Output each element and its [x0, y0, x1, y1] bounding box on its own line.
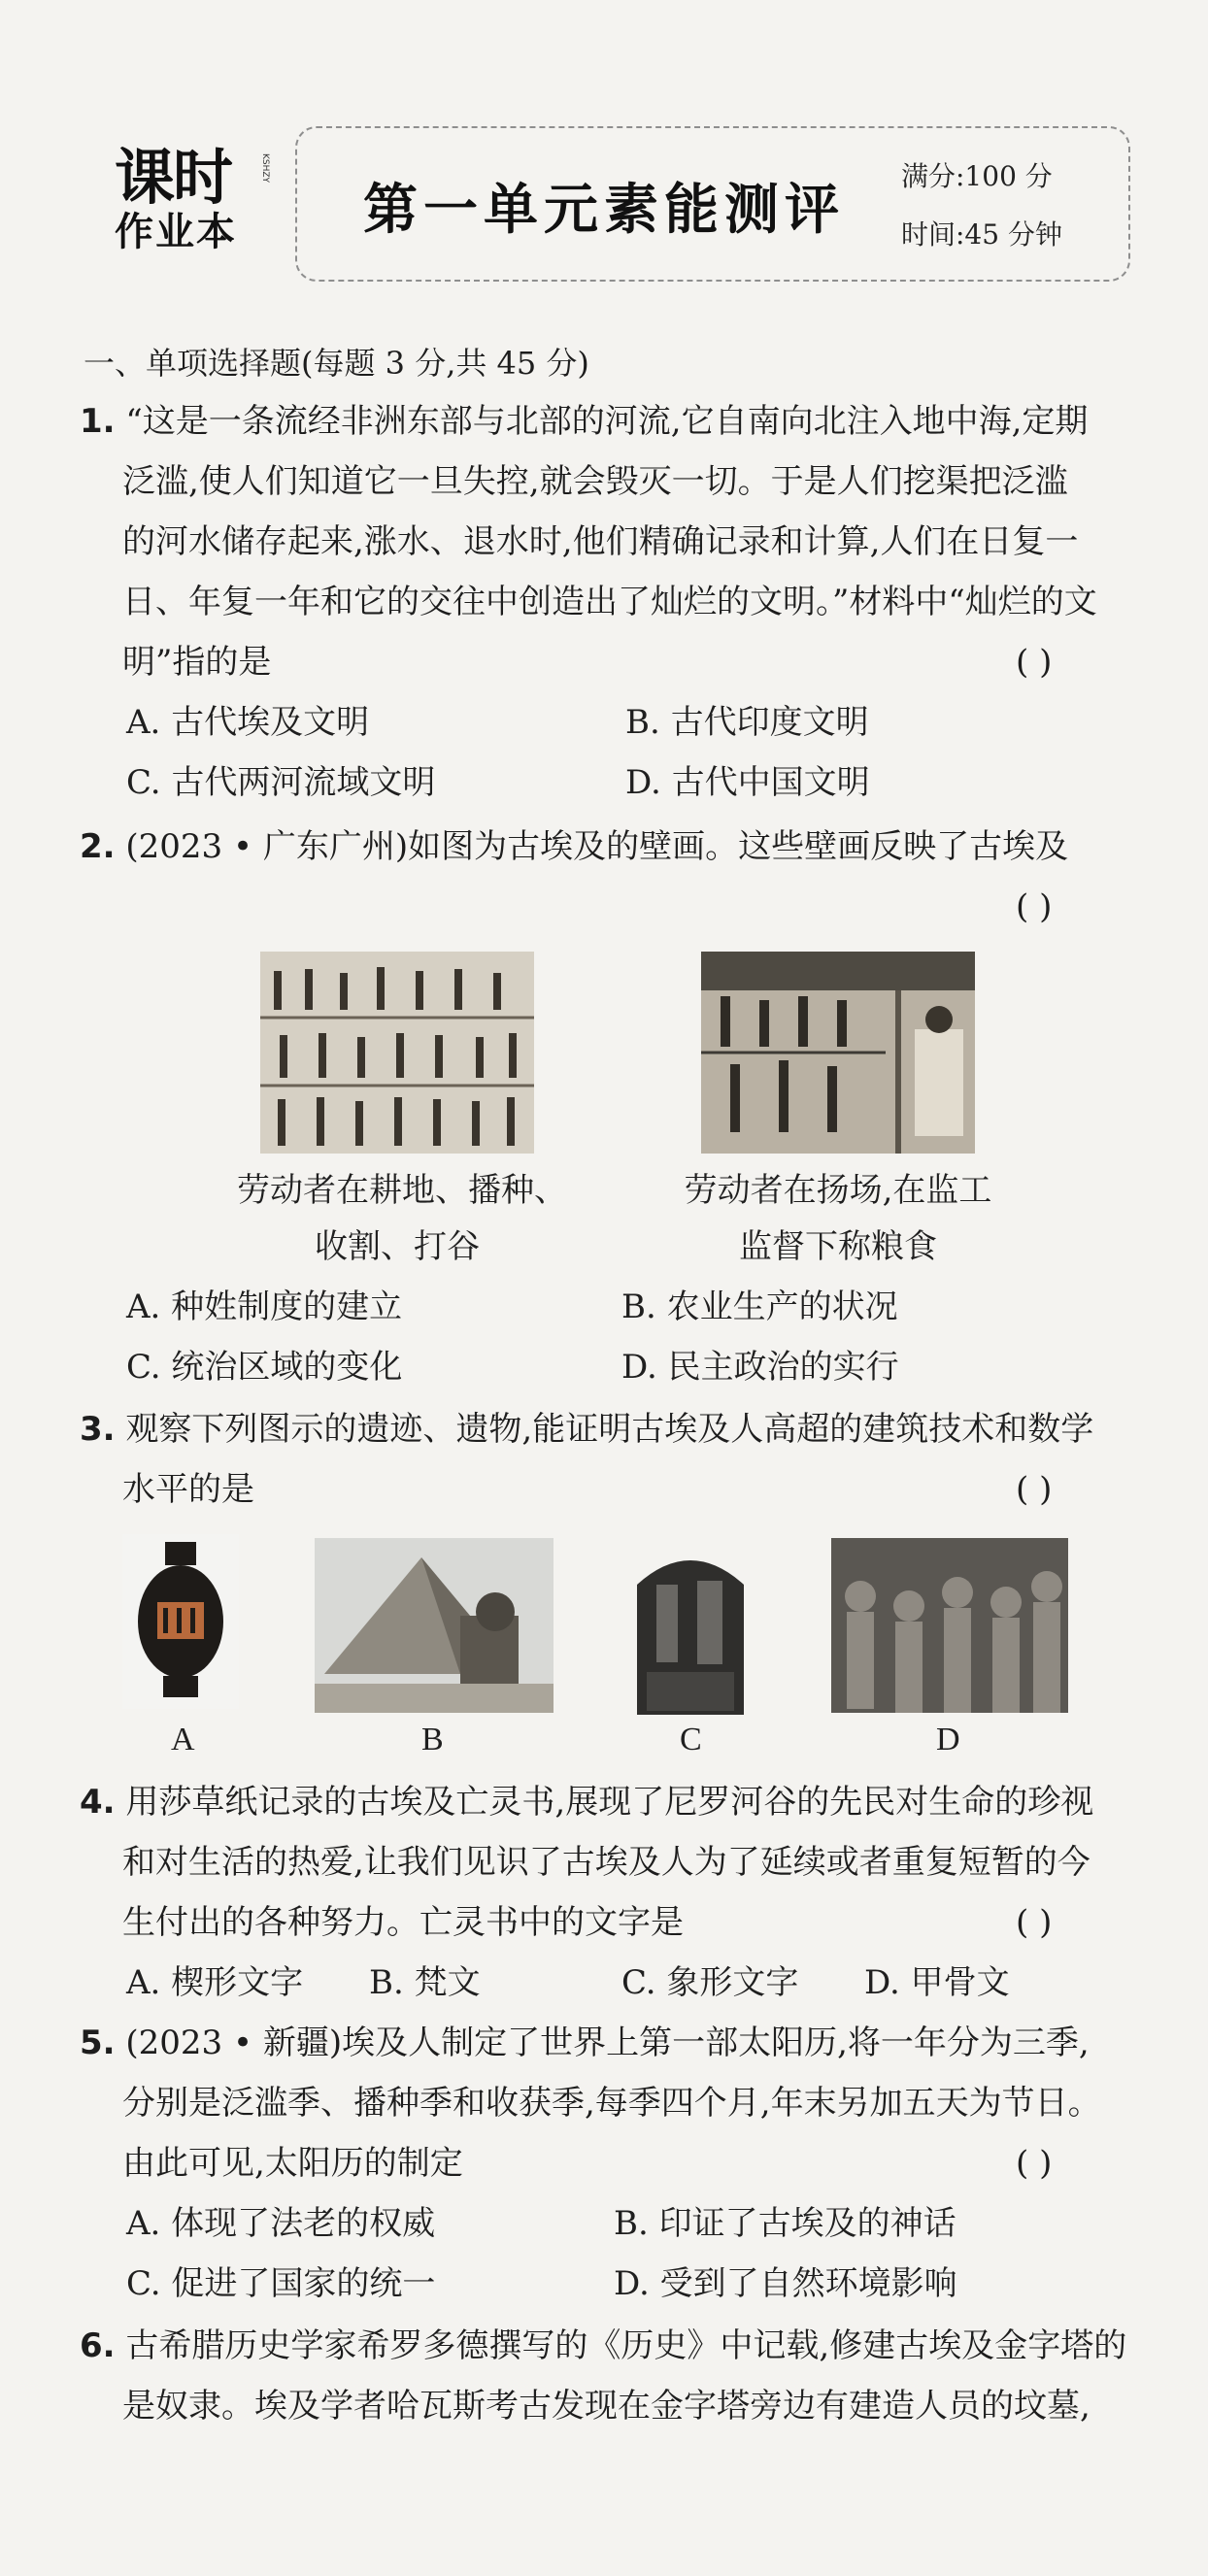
- question-1-line-1: [80, 400, 1088, 443]
- time-limit: 时间:45 分钟: [901, 218, 1062, 251]
- section-heading: 一、单项选择题(每题 3 分,共 45 分): [84, 345, 589, 382]
- image-label-a: A: [171, 1722, 195, 1757]
- q2-option-d[interactable]: D. 民主政治的实行: [621, 1348, 899, 1387]
- q4-option-c[interactable]: C. 象形文字: [621, 1963, 799, 2002]
- question-number: 6.: [80, 2326, 116, 2365]
- image-label-b: B: [421, 1722, 444, 1757]
- question-5-line-1: [80, 2022, 1090, 2064]
- logo: [115, 142, 270, 254]
- stele-image: [627, 1546, 754, 1715]
- page-title: 第一单元素能测评: [363, 178, 845, 242]
- caption-2-line-2: 监督下称粮食: [739, 1227, 937, 1266]
- logo-bottom-text: 作业本: [115, 210, 237, 254]
- answer-blank[interactable]: ( ): [1016, 2144, 1053, 2183]
- full-score: 满分:100 分: [901, 160, 1053, 192]
- question-1-line-2: 泛滥,使人们知道它一旦失控,就会毁灭一切。于是人们挖渠把泛滥: [122, 462, 1068, 501]
- question-number: 4.: [80, 1783, 116, 1822]
- image-label-d: D: [936, 1722, 960, 1757]
- question-1-line-5: 明”指的是: [122, 643, 272, 682]
- q4-option-a[interactable]: A. 楔形文字: [126, 1963, 304, 2002]
- question-text: 观察下列图示的遗迹、遗物,能证明古埃及人高超的建筑技术和数学: [125, 1410, 1094, 1449]
- question-number: 2.: [80, 827, 116, 866]
- question-5-line-2: 分别是泛滥季、播种季和收获季,每季四个月,年末另加五天为节日。: [122, 2084, 1101, 2123]
- q2-option-c[interactable]: C. 统治区域的变化: [126, 1348, 403, 1387]
- logo-tag: KSHZY: [260, 153, 270, 184]
- question-text: “这是一条流经非洲东部与北部的河流,它自南向北注入地中海,定期: [125, 402, 1089, 441]
- q5-option-c[interactable]: C. 促进了国家的统一: [126, 2264, 436, 2303]
- question-2-line-1: [80, 825, 1068, 868]
- q1-option-a[interactable]: A. 古代埃及文明: [126, 703, 370, 742]
- q5-option-b[interactable]: B. 印证了古埃及的神话: [614, 2204, 956, 2243]
- q4-option-d[interactable]: D. 甲骨文: [864, 1963, 1010, 2002]
- q5-option-d[interactable]: D. 受到了自然环境影响: [614, 2264, 957, 2303]
- mural-granary-image: [701, 952, 975, 1154]
- question-number: 1.: [80, 402, 116, 441]
- caption-1-line-1: 劳动者在耕地、播种、: [237, 1171, 567, 1210]
- question-text: 古希腊历史学家希罗多德撰写的《历史》中记载,修建古埃及金字塔的: [125, 2326, 1127, 2365]
- question-6-line-1: [80, 2325, 1126, 2367]
- question-text: (2023 • 新疆)埃及人制定了世界上第一部太阳历,将一年分为三季,: [125, 2024, 1090, 2062]
- q1-option-c[interactable]: C. 古代两河流域文明: [126, 763, 436, 802]
- q1-option-d[interactable]: D. 古代中国文明: [625, 763, 870, 802]
- question-text: 用莎草纸记录的古埃及亡灵书,展现了尼罗河谷的先民对生命的珍视: [125, 1783, 1094, 1822]
- question-3-line-2: 水平的是: [122, 1470, 254, 1509]
- question-4-line-3: 生付出的各种努力。亡灵书中的文字是: [122, 1903, 684, 1942]
- question-1-line-4: 日、年复一年和它的交往中创造出了灿烂的文明。”材料中“灿烂的文: [122, 583, 1097, 621]
- caption-1-line-2: 收割、打谷: [315, 1227, 480, 1266]
- question-3-line-1: [80, 1408, 1093, 1451]
- caption-2-line-1: 劳动者在扬场,在监工: [684, 1171, 992, 1210]
- answer-blank[interactable]: ( ): [1016, 887, 1053, 926]
- q1-option-b[interactable]: B. 古代印度文明: [625, 703, 869, 742]
- q4-option-b[interactable]: B. 梵文: [369, 1963, 481, 2002]
- mural-farming-image: [260, 952, 534, 1154]
- logo-top-text: 课时: [115, 142, 232, 213]
- answer-blank[interactable]: ( ): [1016, 643, 1053, 682]
- question-1-line-3: 的河水储存起来,涨水、退水时,他们精确记录和计算,人们在日复一: [122, 522, 1079, 561]
- question-number: 5.: [80, 2024, 116, 2062]
- question-5-line-3: 由此可见,太阳历的制定: [122, 2144, 463, 2183]
- image-label-c: C: [680, 1722, 702, 1757]
- amphora-image: [122, 1534, 239, 1709]
- answer-blank[interactable]: ( ): [1016, 1470, 1053, 1509]
- q2-option-b[interactable]: B. 农业生产的状况: [621, 1288, 898, 1326]
- pyramid-sphinx-image: [315, 1538, 554, 1713]
- answer-blank[interactable]: ( ): [1016, 1903, 1053, 1942]
- question-4-line-2: 和对生活的热爱,让我们见识了古埃及人为了延续或者重复短暂的今: [122, 1843, 1091, 1882]
- question-text: (2023 • 广东广州)如图为古埃及的壁画。这些壁画反映了古埃及: [125, 827, 1069, 866]
- question-6-line-2: 是奴隶。埃及学者哈瓦斯考古发现在金字塔旁边有建造人员的坟墓,: [122, 2387, 1091, 2425]
- terracotta-army-image: [831, 1538, 1068, 1713]
- q5-option-a[interactable]: A. 体现了法老的权威: [126, 2204, 436, 2243]
- question-4-line-1: [80, 1781, 1093, 1823]
- question-number: 3.: [80, 1410, 116, 1449]
- q2-option-a[interactable]: A. 种姓制度的建立: [126, 1288, 403, 1326]
